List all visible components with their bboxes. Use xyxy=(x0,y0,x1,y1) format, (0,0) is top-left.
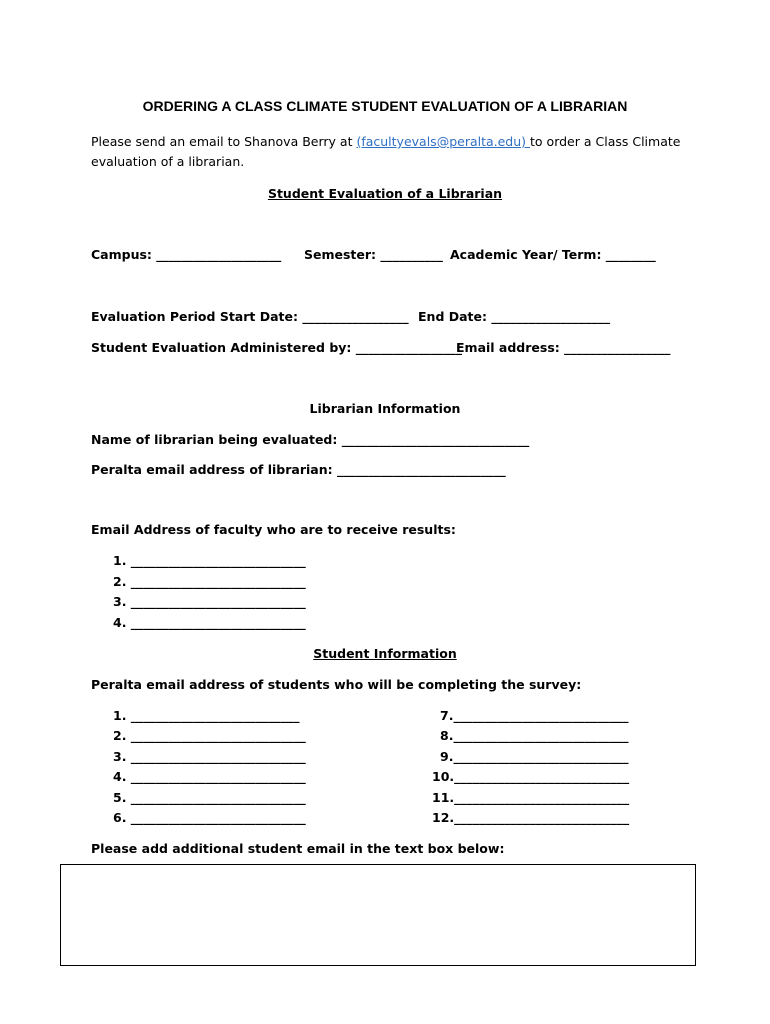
student-email-7[interactable]: 7.____________________________ xyxy=(440,708,629,723)
email-link[interactable]: (facultyevals@peralta.edu) xyxy=(356,134,531,149)
faculty-email-3[interactable]: 3. ____________________________ xyxy=(113,594,306,609)
student-email-10[interactable]: 10.____________________________ xyxy=(432,769,630,784)
semester-field[interactable]: Semester: __________ xyxy=(304,247,443,262)
student-email-8[interactable]: 8.____________________________ xyxy=(440,728,629,743)
intro-text: Please send an email to Shanova Berry at xyxy=(91,134,357,149)
librarian-email-field[interactable]: Peralta email address of librarian: ___________________________ xyxy=(91,462,506,477)
student-email-5[interactable]: 5. ____________________________ xyxy=(113,790,306,805)
campus-field[interactable]: Campus: ____________________ xyxy=(91,247,282,262)
faculty-email-1[interactable]: 1. ____________________________ xyxy=(113,553,306,568)
student-email-11[interactable]: 11.____________________________ xyxy=(432,790,630,805)
student-email-9[interactable]: 9.____________________________ xyxy=(440,749,629,764)
end-date-field[interactable]: End Date: ___________________ xyxy=(418,309,611,324)
student-email-1[interactable]: 1. ___________________________ xyxy=(113,708,300,723)
additional-emails-label: Please add additional student email in the text box below: xyxy=(91,841,505,856)
student-heading: Student Information xyxy=(313,646,457,661)
email-address-field[interactable]: Email address: _________________ xyxy=(456,340,671,355)
section-heading: Student Evaluation of a Librarian xyxy=(267,186,503,201)
intro-line-2: evaluation of a librarian. xyxy=(91,154,245,169)
librarian-name-field[interactable]: Name of librarian being evaluated: ______________________________ xyxy=(91,432,530,447)
additional-emails-textbox[interactable] xyxy=(60,864,696,966)
librarian-heading: Librarian Information xyxy=(309,401,461,416)
student-email-6[interactable]: 6. ____________________________ xyxy=(113,810,306,825)
intro-line-1 xyxy=(91,134,680,149)
student-email-12[interactable]: 12.____________________________ xyxy=(432,810,630,825)
faculty-email-2[interactable]: 2. ____________________________ xyxy=(113,574,306,589)
faculty-email-4[interactable]: 4. ____________________________ xyxy=(113,615,306,630)
faculty-heading: Email Address of faculty who are to receive results: xyxy=(91,522,456,537)
student-email-3[interactable]: 3. ____________________________ xyxy=(113,749,306,764)
student-email-4[interactable]: 4. ____________________________ xyxy=(113,769,306,784)
start-date-field[interactable]: Evaluation Period Start Date: _________________ xyxy=(91,309,409,324)
page-title: ORDERING A CLASS CLIMATE STUDENT EVALUATION OF A LIBRARIAN xyxy=(142,98,628,114)
intro-text-after: to order a Class Climate xyxy=(530,134,681,149)
administered-by-field[interactable]: Student Evaluation Administered by: _________________ xyxy=(91,340,463,355)
student-email-2[interactable]: 2. ____________________________ xyxy=(113,728,306,743)
student-prompt: Peralta email address of students who will be completing the survey: xyxy=(91,677,582,692)
academic-year-field[interactable]: Academic Year/ Term: ________ xyxy=(450,247,656,262)
